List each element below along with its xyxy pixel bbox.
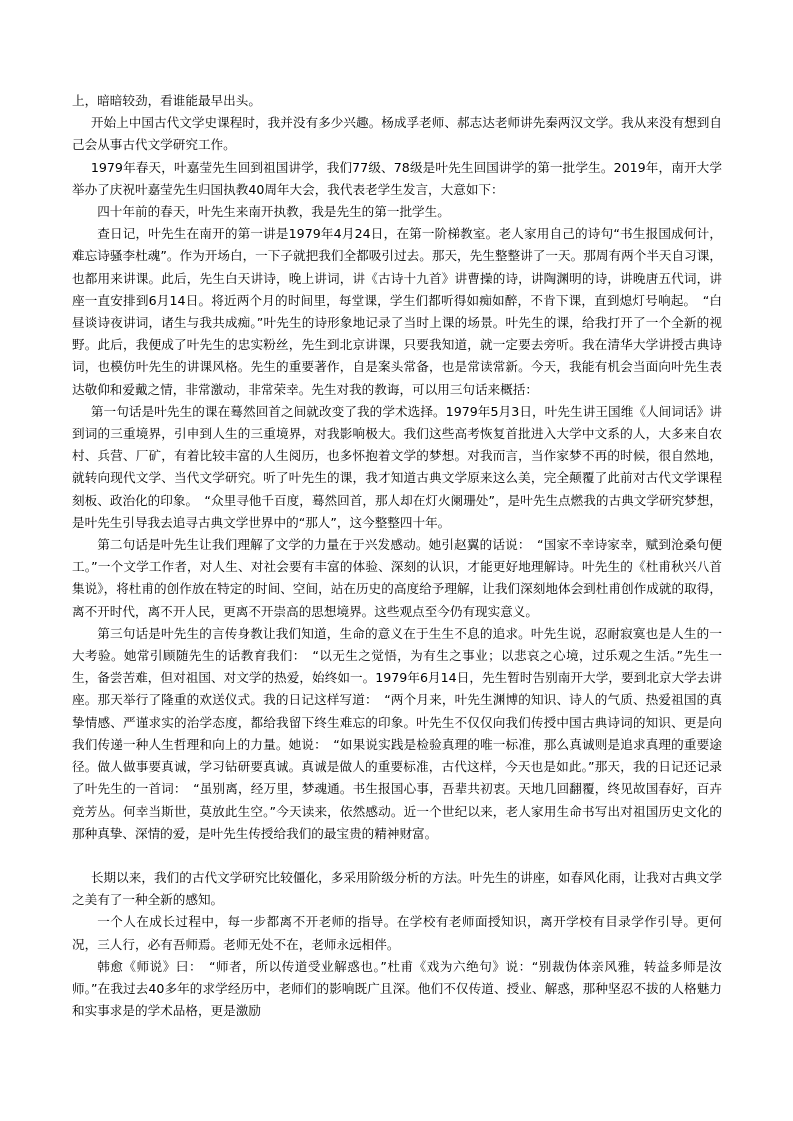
paragraph-1: 上，暗暗较劲，看谁能最早出头。: [72, 93, 261, 108]
paragraph-9: 长期以来，我们的古代文学研究比较僵化，多采用阶级分析的方法。叶先生的讲座，如春风化雨，让我对古典文学之美有了一种全新的感知。: [72, 869, 722, 908]
paragraph-11: 韩愈《师说》曰： “师者，所以传道受业解惑也。”杜甫《戏为六绝句》说：“别裁伪体亲风雅，转益多师是汝师。”在我过去40多年的求学经历中，老师们的影响既广且深。他们不仅传道、授业、解惑，那种坚忍不拔的人格魅力和实事求是的学术品格，更是激励: [72, 958, 722, 1019]
paragraph-10: 一个人在成长过程中，每一步都离不开老师的指导。在学校有老师面授知识，离开学校有目录学作引导。更何况，三人行，必有吾师焉。老师无处不在，老师永远相伴。: [72, 914, 722, 952]
paragraph-5: 查日记，叶先生在南开的第一讲是1979年4月24日，在第一阶梯教室。老人家用自己的诗句“书生报国成何计，难忘诗骚李杜魂”。作为开场白，一下子就把我们全都吸引过去。那天，先生整整讲了一天。那周有两个半天自习课，也都用来讲课。此后，先生白天讲诗，晚上讲词，讲《古诗十九首》讲曹操的诗，讲陶渊明的诗，讲晚唐五代词，讲座一直安排到6月14日。将近两个月的时间里，每堂课，学生们都听得如痴如醉，不肯下课，直到熄灯号响起。 “白昼谈诗夜讲词，诸生与我共成痴。”叶先生的诗形象地记录了当时上课的场景。叶先生的课，给我打开了一个全新的视野。此后，我便成了叶先生的忠实粉丝，先生到北京讲课，只要我知道，就一定要去旁听。我在清华大学讲授古典诗词，也模仿叶先生的讲课风格。先生的重要著作，自是案头常备，也是常读常新。今天，我能有机会当面向叶先生表达敬仰和爱戴之情，非常激动，非常荣幸。先生对我的教诲，可以用三句话来概括：: [72, 226, 722, 397]
paragraph-8: 第三句话是叶先生的言传身教让我们知道，生命的意义在于生生不息的追求。叶先生说，忍耐寂寞也是人生的一大考验。她常引顾随先生的话教育我们： “以无生之觉悟，为有生之事业；以悲哀之心境，过乐观之生活。”先生一生，备尝苦难，但对祖国、对文学的热爱，始终如一。1979年6月14日，先生暂时告别南开大学，要到北京大学去讲座。那天举行了隆重的欢送仪式。我的日记这样写道： “两个月来，叶先生渊博的知识、诗人的气质、热爱祖国的真挚情感、严谨求实的治学态度，都给我留下终生难忘的印象。叶先生不仅仅向我们传授中国古典诗词的知识、更是向我们传递一种人生哲理和向上的力量。她说： “如果说实践是检验真理的唯一标准，那么真诚则是追求真理的重要途径。做人做事要真诚，学习钻研要真诚。真诚是做人的重要标准，古代这样，今天也是如此。”那天，我的日记还记录了叶先生的一首词： “虽别离，经万里，梦魂通。书生报国心事，吾辈共初衷。天地几回翻覆，终见故国春好，百卉竞芳丛。何幸当斯世，莫放此生空。”今天读来，依然感动。近一个世纪以来，老人家用生命书写出对祖国历史文化的那种真挚、深情的爱，是叶先生传授给我们的最宝贵的精神财富。: [72, 625, 722, 841]
paragraph-4: 四十年前的春天，叶先生来南开执教，我是先生的第一批学生。: [97, 204, 450, 220]
paragraph-2: 开始上中国古代文学史课程时，我并没有多少兴趣。杨成孚老师、郝志达老师讲先秦两汉文学。我从来没有想到自己会从事古代文学研究工作。: [72, 115, 722, 153]
paragraph-3: 1979年春天，叶嘉莹先生回到祖国讲学，我们77级、78级是叶先生回国讲学的第一批学生。2019年，南开大学举办了庆祝叶嘉莹先生归国执教40周年大会，我代表老学生发言，大意如下：: [72, 159, 722, 197]
paragraph-7: 第二句话是叶先生让我们理解了文学的力量在于兴发感动。她引赵翼的话说： “国家不幸诗家幸，赋到沧桑句便工。”一个文学工作者，对人生、对社会要有丰富的体验、深刻的认识，才能更好地理解诗。叶先生的《杜甫秋兴八首集说》，将杜甫的创作放在特定的时间、空间，站在历史的高度给予理解，让我们深刻地体会到杜甫创作成就的取得，离不开时代，离不开人民，更离不开崇高的思想境界。这些观点至今仍有现实意义。: [72, 537, 722, 619]
paragraph-6: 第一句话是叶先生的课在蓦然回首之间就改变了我的学术选择。1979年5月3日，叶先生讲王国维《人间词话》讲到词的三重境界，引申到人生的三重境界，对我影响极大。我们这些高考恢复首批进入大学中文系的人，大多来自农村、兵营、厂矿，有着比较丰富的人生阅历，也多怀抱着文学的梦想。对我而言，当作家梦不再的时候，很自然地，就转向现代文学、当代文学研究。听了叶先生的课，我才知道古典文学原来这么美，完全颠覆了此前对古代文学课程刻板、政治化的印象。 “众里寻他千百度，蓦然回首，那人却在灯火阑珊处”，是叶先生点燃我的古典文学研究梦想，是叶先生引导我去追寻古典文学世界中的“那人”，这今整整四十年。: [72, 403, 722, 530]
paragraph-gap: [72, 845, 722, 867]
document-body: [72, 90, 722, 1022]
